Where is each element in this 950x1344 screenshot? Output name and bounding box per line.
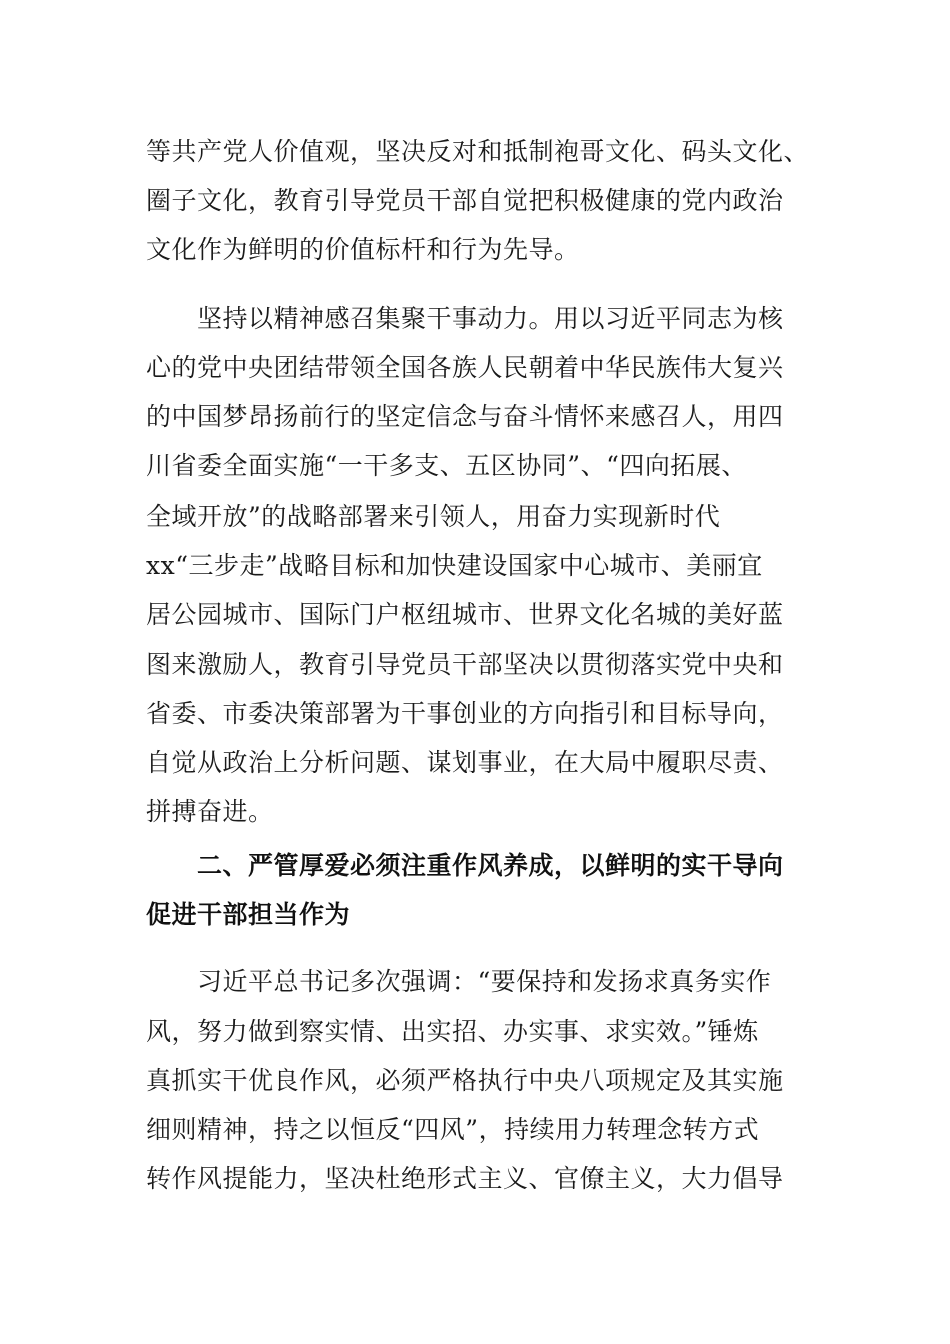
text-line: 居公园城市、国际门户枢纽城市、世界文化名城的美好蓝 — [146, 600, 784, 629]
text-line: 的中国梦昂扬前行的坚定信念与奋斗情怀来感召人，用四 — [146, 402, 784, 431]
text-line: 等共产党人价值观，坚决反对和抵制袍哥文化、码头文化、 — [146, 137, 810, 166]
text-line: 图来激励人，教育引导党员干部坚决以贯彻落实党中央和 — [146, 650, 784, 679]
paragraph-start-line: 坚持以精神感召集聚干事动力。用以习近平同志为核 — [197, 304, 784, 333]
section-heading-continued: 促进干部担当作为 — [146, 900, 351, 929]
paragraph-start-line: 习近平总书记多次强调：“要保持和发扬求真务实作 — [197, 967, 772, 996]
text-line: 省委、市委决策部署为干事创业的方向指引和目标导向， — [146, 699, 784, 728]
text-line: 自觉从政治上分析问题、谋划事业，在大局中履职尽责、 — [146, 748, 784, 777]
section-heading: 二、严管厚爱必须注重作风养成，以鲜明的实干导向 — [197, 851, 784, 880]
text-line: 转作风提能力，坚决杜绝形式主义、官僚主义，大力倡导 — [146, 1164, 784, 1193]
text-line: 风，努力做到察实情、出实招、办实事、求实效。”锤炼 — [146, 1017, 759, 1046]
text-line: 全域开放”的战略部署来引领人，用奋力实现新时代 — [146, 502, 721, 531]
text-line: 川省委全面实施“一干多支、五区协同”、“四向拓展、 — [146, 451, 747, 480]
text-line: 真抓实干优良作风，必须严格执行中央八项规定及其实施 — [146, 1066, 784, 1095]
text-line: 拼搏奋进。 — [146, 797, 274, 826]
text-line: 文化作为鲜明的价值标杆和行为先导。 — [146, 235, 580, 264]
text-line: 细则精神，持之以恒反“四风”，持续用力转理念转方式 — [146, 1115, 760, 1144]
text-line: xx“三步走”战略目标和加快建设国家中心城市、美丽宜 — [146, 551, 763, 580]
text-line: 心的党中央团结带领全国各族人民朝着中华民族伟大复兴 — [146, 353, 784, 382]
text-line: 圈子文化，教育引导党员干部自觉把积极健康的党内政治 — [146, 186, 784, 215]
